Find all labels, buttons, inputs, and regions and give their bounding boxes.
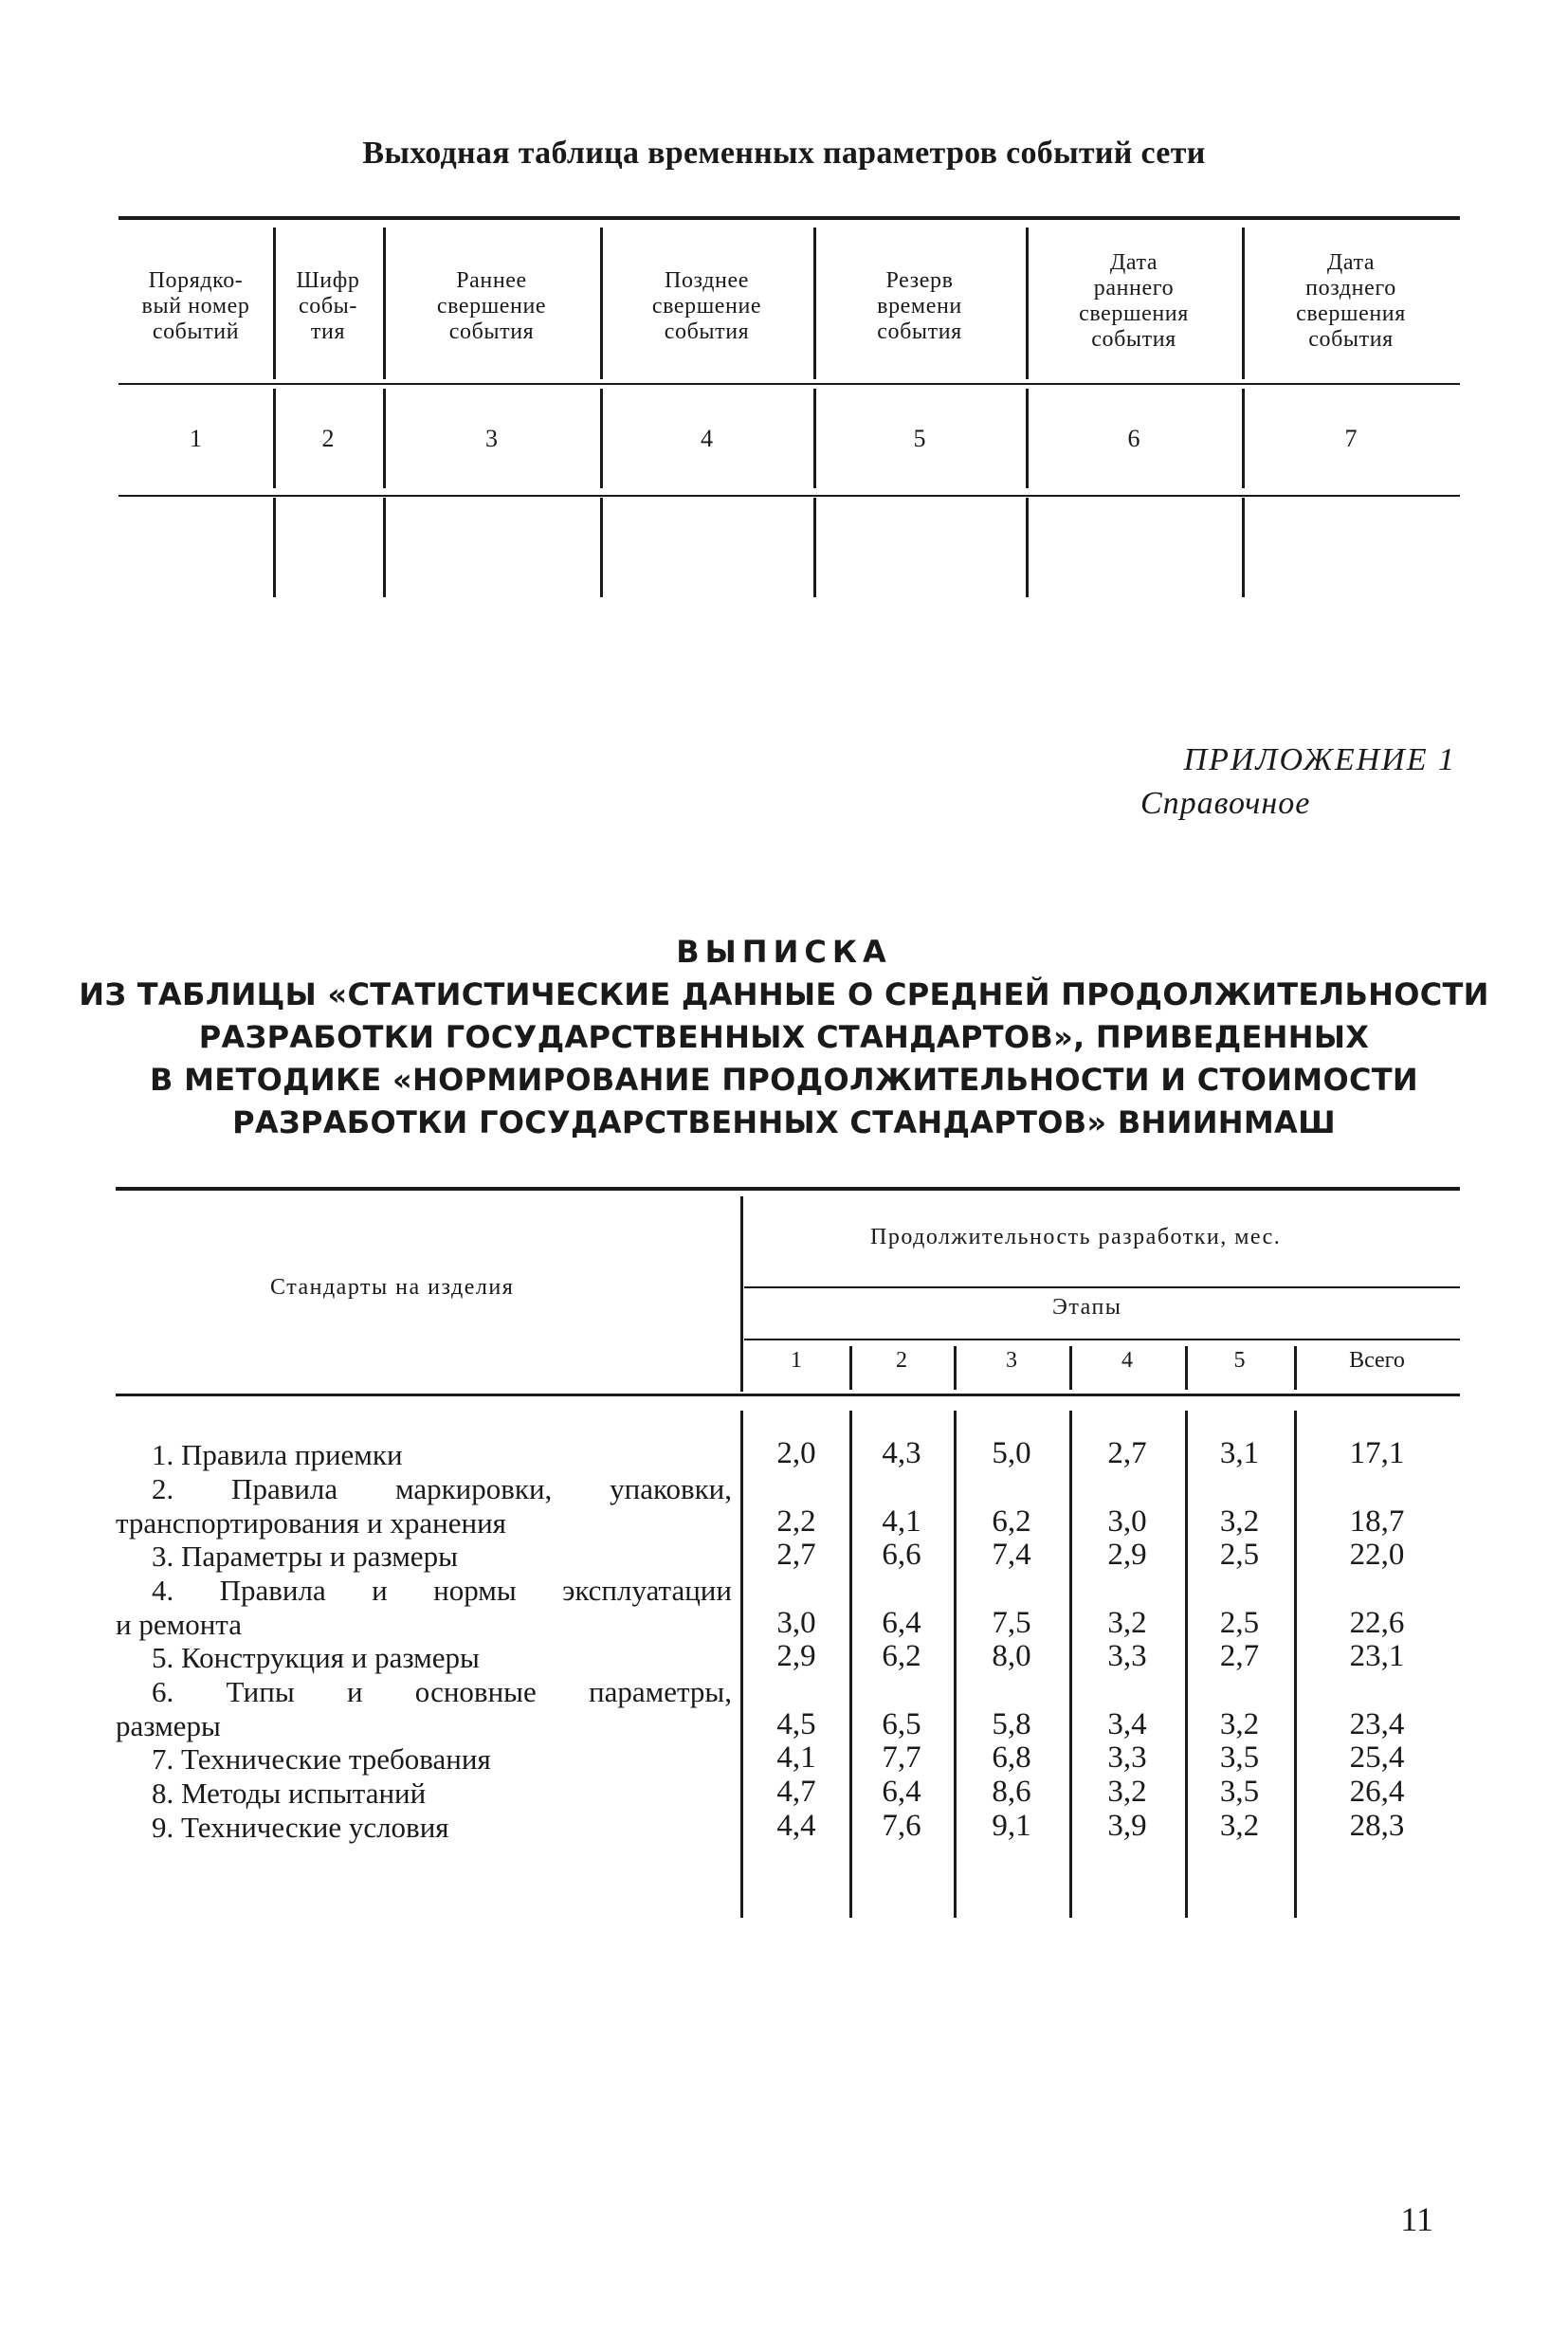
stat-table-cell: 7,4 — [992, 1538, 1031, 1572]
top-table-column-number: 2 — [321, 425, 335, 452]
stat-table-row-label: 5. Конструкция и размеры — [152, 1641, 480, 1674]
stat-table-cell: 8,0 — [992, 1639, 1031, 1673]
stat-table-cell: 6,2 — [882, 1639, 921, 1673]
top-table-header-line: события — [1308, 327, 1394, 352]
stat-table-row-label: 3. Параметры и размеры — [152, 1540, 458, 1573]
stat-table-cell: 2,0 — [776, 1436, 816, 1470]
stat-table-cell: 2,9 — [1107, 1538, 1147, 1572]
stat-table-cell: 5,8 — [992, 1707, 1031, 1741]
top-table-header-line: времени — [877, 294, 962, 319]
top-table-column-divider — [1026, 498, 1029, 597]
appendix-label: ПРИЛОЖЕНИЕ 1 — [1183, 742, 1456, 777]
stat-table-cell: 6,6 — [882, 1538, 921, 1572]
stat-table-row-label: 9. Технические условия — [152, 1811, 449, 1844]
stat-table-cell: 22,6 — [1349, 1606, 1405, 1640]
heading-line-4: В МЕТОДИКЕ «НОРМИРОВАНИЕ ПРОДОЛЖИТЕЛЬНОСТИ И СТОИМОСТИ — [150, 1062, 1418, 1098]
heading-line-2: ИЗ ТАБЛИЦЫ «СТАТИСТИЧЕСКИЕ ДАННЫЕ О СРЕДНЕЙ ПРОДОЛЖИТЕЛЬНОСТИ — [79, 976, 1489, 1012]
top-table-column-divider — [1242, 498, 1245, 597]
stat-table-cell: 7,7 — [882, 1740, 921, 1775]
stat-table-cell: 23,4 — [1349, 1707, 1405, 1741]
stat-table-cell: 3,3 — [1107, 1740, 1147, 1775]
stat-table-cell: 18,7 — [1349, 1504, 1405, 1539]
top-table-header-cell — [600, 268, 813, 345]
stat-table-row-label: и ремонта — [116, 1608, 242, 1641]
stat-table-cell: 3,0 — [776, 1606, 816, 1640]
top-table-header-cell — [273, 268, 383, 345]
stat-table-cell: 3,0 — [1107, 1504, 1147, 1539]
top-table-header-line: события — [1091, 327, 1176, 352]
top-table-header-line: Резерв — [885, 268, 954, 293]
stat-table-cell: 9,1 — [992, 1809, 1031, 1843]
top-table-header-line: события — [448, 319, 535, 344]
stat-table-cell: 3,9 — [1107, 1809, 1147, 1843]
top-table-column-number: 1 — [190, 425, 202, 452]
top-table-column-number: 4 — [701, 425, 713, 452]
heading-line-5: РАЗРАБОТКИ ГОСУДАРСТВЕННЫХ СТАНДАРТОВ» ВНИИНМАШ — [232, 1104, 1336, 1140]
stat-table-cell: 22,0 — [1349, 1538, 1405, 1572]
top-table-column-number: 3 — [485, 425, 498, 452]
stat-table-cell: 3,2 — [1219, 1504, 1260, 1539]
stat-table-cell: 26,4 — [1349, 1775, 1405, 1809]
stat-table-row-label: 7. Технические требования — [152, 1742, 491, 1776]
stat-table-cell: 3,4 — [1107, 1707, 1147, 1741]
stat-table-cell: 3,3 — [1107, 1639, 1147, 1673]
stat-table-row-label: 6. Типы и основные параметры, — [152, 1675, 732, 1708]
stat-table-row-label: 4. Правила и нормы эксплуатации — [152, 1574, 732, 1607]
top-table-column-divider — [813, 498, 816, 597]
top-table-header-cell — [119, 268, 273, 345]
stat-table-cell: 6,4 — [882, 1606, 921, 1640]
page-number: 11 — [1400, 2200, 1433, 2238]
heading-line-3: РАЗРАБОТКИ ГОСУДАРСТВЕННЫХ СТАНДАРТОВ», ПРИВЕДЕННЫХ — [198, 1019, 1370, 1055]
top-table-header-line: свершения — [1079, 301, 1189, 326]
top-table-header-line: Порядко- — [148, 268, 244, 293]
stat-table-row-label: транспортирования и хранения — [116, 1506, 506, 1540]
subgroup-header: Этапы — [1052, 1295, 1122, 1320]
stat-table-column-header: 2 — [896, 1348, 907, 1373]
top-table-header-line: Позднее — [665, 268, 749, 293]
stat-table-cell: 2,9 — [776, 1639, 816, 1673]
stat-table-cell: 3,2 — [1107, 1606, 1147, 1640]
stat-table-rule-header-bottom — [116, 1394, 1460, 1396]
top-table-header-cell — [813, 268, 1026, 345]
top-table-column-number: 7 — [1344, 425, 1358, 452]
stat-table-column-header: 1 — [791, 1348, 802, 1373]
stat-table-row-label: размеры — [116, 1709, 221, 1742]
stat-table-cell: 3,2 — [1219, 1707, 1260, 1741]
stat-table-row-label: 2. Правила маркировки, упаковки, — [152, 1472, 732, 1505]
top-table-header-cell — [1026, 250, 1242, 353]
stat-table-cell: 6,8 — [992, 1740, 1031, 1775]
top-table-header-line: Дата — [1326, 250, 1376, 275]
stat-table-cell: 5,0 — [992, 1436, 1031, 1470]
top-table-rule-top — [119, 216, 1460, 220]
stat-table-cell: 7,6 — [882, 1809, 921, 1843]
stat-table-cell: 3,5 — [1219, 1740, 1260, 1775]
top-table-header-cell — [1242, 250, 1460, 353]
top-table-header-line: события — [664, 319, 750, 344]
stat-table-rule-subgroup — [744, 1339, 1460, 1340]
top-table-header-line: Шифр — [296, 268, 360, 293]
top-table-header-line: свершение — [436, 294, 547, 319]
top-table-title: Выходная таблица временных параметров событий сети — [362, 136, 1206, 171]
stat-table-cell: 28,3 — [1349, 1809, 1405, 1843]
stat-table-cell: 7,5 — [992, 1606, 1031, 1640]
stat-table-cell: 6,5 — [882, 1707, 921, 1741]
stat-table-cell: 2,5 — [1219, 1538, 1260, 1572]
top-table-header-line: событий — [152, 319, 240, 344]
appendix-note: Справочное — [1140, 786, 1311, 821]
stat-table-cell: 6,4 — [882, 1775, 921, 1809]
group-header: Продолжительность разработки, мес. — [870, 1225, 1282, 1249]
stat-table-cell: 4,3 — [882, 1436, 921, 1470]
stat-table-cell: 8,6 — [992, 1775, 1031, 1809]
stub-header: Стандарты на изделия — [270, 1275, 515, 1300]
top-table-header-line: Раннее — [456, 268, 527, 293]
stat-table-cell: 2,2 — [776, 1504, 816, 1539]
stat-table-cell: 23,1 — [1349, 1639, 1405, 1673]
stat-table-cell: 25,4 — [1349, 1740, 1405, 1775]
stat-table-cell: 4,1 — [776, 1740, 816, 1775]
stat-table-cell: 4,1 — [882, 1504, 921, 1539]
top-table-header-line: свершение — [651, 294, 762, 319]
top-table-header-line: тия — [310, 319, 346, 344]
top-table-column-divider — [273, 498, 276, 597]
stat-table-cell: 3,2 — [1107, 1775, 1147, 1809]
top-table-rule-numbers — [119, 495, 1460, 497]
stat-table-cell: 4,5 — [776, 1707, 816, 1741]
stat-table-cell: 6,2 — [992, 1504, 1031, 1539]
stat-table-row-label: 8. Методы испытаний — [152, 1777, 427, 1810]
top-table-column-divider — [383, 498, 386, 597]
top-table-header-line: позднего — [1305, 276, 1396, 301]
stat-table-cell: 3,1 — [1219, 1436, 1260, 1470]
stat-table-cell: 2,7 — [1219, 1639, 1260, 1673]
top-table-rule-header — [119, 383, 1460, 385]
stat-table-cell: 3,5 — [1219, 1775, 1260, 1809]
stat-table-column-header: 4 — [1121, 1348, 1133, 1373]
top-table-header-line: свершения — [1296, 301, 1406, 326]
stat-table-cell: 4,4 — [776, 1809, 816, 1843]
stat-table-row-label: 1. Правила приемки — [152, 1438, 403, 1471]
heading-line-1: ВЫПИСКА — [676, 934, 892, 970]
stat-table-cell: 17,1 — [1349, 1436, 1405, 1470]
stat-table-column-header: 5 — [1233, 1348, 1246, 1373]
top-table-column-number: 6 — [1127, 425, 1140, 452]
top-table-column-number: 5 — [913, 425, 926, 452]
stat-table-rule-group — [744, 1286, 1460, 1288]
top-table-header-cell — [383, 268, 600, 345]
stat-table-rule-top — [116, 1187, 1460, 1191]
stat-table-cell: 2,5 — [1219, 1606, 1260, 1640]
top-table-column-divider — [600, 498, 603, 597]
top-table-header-line: вый номер — [141, 294, 250, 319]
stat-table-column-header: 3 — [1006, 1348, 1017, 1373]
stat-table-cell: 3,2 — [1219, 1809, 1260, 1843]
stat-table-cell: 4,7 — [776, 1775, 816, 1809]
stat-table-cell: 2,7 — [1107, 1436, 1147, 1470]
top-table-header-line: собы- — [299, 294, 357, 319]
top-table-header-line: раннего — [1093, 276, 1175, 301]
stat-table-cell: 2,7 — [776, 1538, 816, 1572]
top-table-header-line: Дата — [1109, 250, 1158, 275]
stat-table-column-header: Всего — [1349, 1348, 1405, 1373]
top-table-header-line: события — [877, 319, 962, 344]
